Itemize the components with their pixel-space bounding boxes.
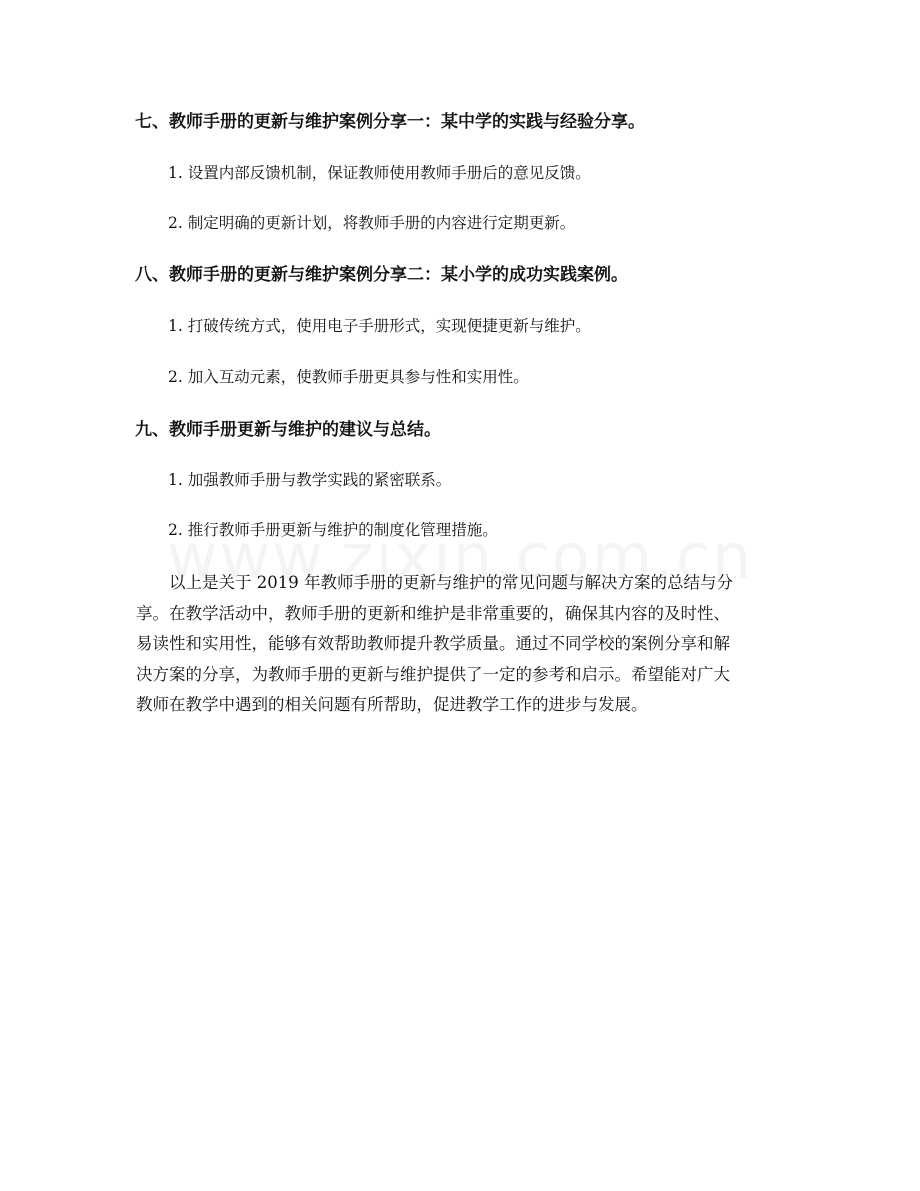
summary-line: 以上是关于 2019 年教师手册的更新与维护的常见问题与解决方案的总结与分 xyxy=(169,573,733,592)
summary-line: 享。在教学活动中，教师手册的更新和维护是非常重要的，确保其内容的及时性、 xyxy=(136,603,730,623)
section-heading-9: 九、教师手册更新与维护的建议与总结。 xyxy=(135,420,441,440)
summary-paragraph xyxy=(136,568,788,721)
section-heading-8: 八、教师手册的更新与维护案例分享二：某小学的成功实践案例。 xyxy=(135,265,628,285)
section-8-item-1: 1. 打破传统方式，使用电子手册形式，实现便捷更新与维护。 xyxy=(168,317,591,335)
summary-line: 决方案的分享，为教师手册的更新与维护提供了一定的参考和启示。希望能对广大 xyxy=(136,664,730,684)
section-8-item-2: 2. 加入互动元素，使教师手册更具参与性和实用性。 xyxy=(168,368,529,386)
section-heading-7: 七、教师手册的更新与维护案例分享一：某中学的实践与经验分享。 xyxy=(135,112,645,132)
section-7-item-2: 2. 制定明确的更新计划，将教师手册的内容进行定期更新。 xyxy=(168,214,576,232)
section-9-item-1: 1. 加强教师手册与教学实践的紧密联系。 xyxy=(168,471,452,489)
summary-line: 易读性和实用性，能够有效帮助教师提升教学质量。通过不同学校的案例分享和解 xyxy=(136,634,730,653)
section-7-item-1: 1. 设置内部反馈机制，保证教师使用教师手册后的意见反馈。 xyxy=(168,164,591,182)
section-9-item-2: 2. 推行教师手册更新与维护的制度化管理措施。 xyxy=(168,521,498,539)
summary-line: 教师在教学中遇到的相关问题有所帮助，促进教学工作的进步与发展。 xyxy=(136,695,648,714)
